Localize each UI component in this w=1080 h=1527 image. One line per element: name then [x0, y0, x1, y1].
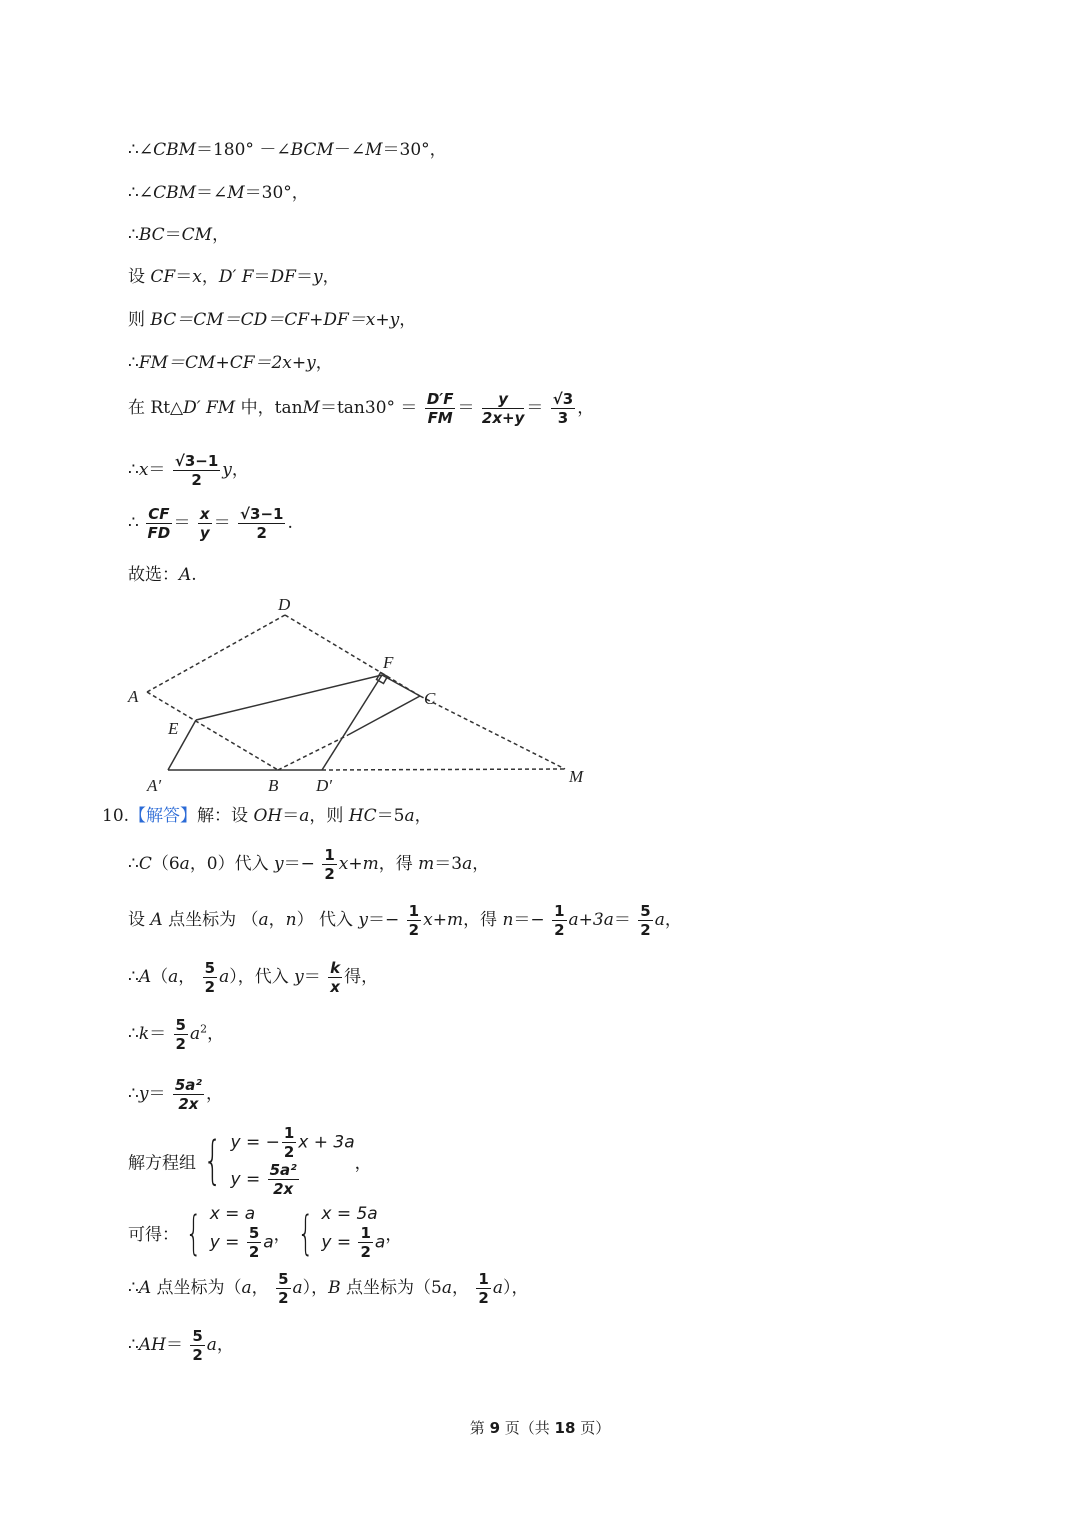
solution-line: 则 BC＝CM＝CD＝CF+DF＝x+y，	[128, 310, 417, 330]
solution-line: 设 A 点坐标为 （a，n） 代入 y＝− $\frac{1}{2}$ x+m，得 n＝− $\frac{1}{2}$ a+3a＝ $\frac{5}{2}$ a，	[128, 902, 682, 939]
equation-system: y = − $\frac{1}{2}$ x + 3a y = $\frac{\text{5a²}}{2x}$	[230, 1124, 355, 1198]
fraction: $\frac{5}{2}$	[640, 902, 651, 939]
brace: {	[203, 1131, 222, 1191]
fraction: $\frac{1}{2}$	[478, 1270, 489, 1307]
solution-line: ∴AH＝ $\frac{5}{2}$ a，	[128, 1327, 234, 1364]
fraction: $\frac{k}{x}$	[330, 959, 341, 996]
solution-line: ∴k＝ $\frac{5}{2}$ $a^2$，	[128, 1016, 225, 1053]
solution-line: ∴BC＝CM，	[128, 225, 230, 245]
question-10-header: 10.【解答】解：设 OH＝a，则 HC＝5a，	[102, 806, 432, 826]
solution-line: ∴y＝ $\frac{\text{5a²}}{2x}$ ，	[128, 1076, 223, 1113]
geometry-figure	[120, 592, 600, 798]
fraction: $\frac{√3-1}{2}$	[240, 505, 284, 542]
label-M: M	[569, 767, 584, 786]
solution-line: ∴x＝ $\frac{√3-1}{2}$ y，	[128, 452, 249, 489]
label-D-prime: D′	[316, 776, 332, 795]
solution-result-line: 可得： { x = a y = $\frac{5}{2}$ a ， { x = 5a y = $\frac{1}{2}$ a ，	[128, 1204, 403, 1261]
fraction: $\frac{√3-1}{2}$	[174, 452, 219, 489]
fraction: $\frac{y}{2x+y}$	[481, 390, 525, 427]
solution-set-1: x = a y = $\frac{5}{2}$ a	[209, 1204, 274, 1261]
page-footer: 第 9 页（共 18 页）	[469, 1419, 611, 1437]
fraction: $\frac{5}{2}$	[204, 959, 216, 996]
solution-line: 在 Rt△D′ FM 中，tanM＝tan30° ＝ $\frac{D'F}{FM}$ ＝ $\frac{y}{2x+y}$ ＝ $\frac{√3}{3}$ ，	[128, 390, 595, 427]
solution-line: ∴FM＝CM+CF＝2x+y，	[128, 353, 333, 373]
dashed-lines	[147, 615, 565, 770]
fraction: $\frac{1}{2}$	[554, 902, 565, 939]
page-total: 18	[554, 1419, 576, 1437]
fraction: $\frac{√3}{3}$	[552, 390, 574, 427]
label-A-prime: A′	[147, 776, 162, 795]
label-F: F	[383, 653, 394, 672]
label-D: D	[278, 595, 291, 614]
solution-line: ∴A 点坐标为（a， $\frac{5}{2}$ a），B 点坐标为（5a， $\frac{1}{2}$ a），	[128, 1270, 529, 1307]
solution-line: ∴∠CBM＝180° －∠BCM－∠M＝30°，	[128, 140, 447, 160]
label-E: E	[168, 719, 179, 738]
solution-line: ∴ $\frac{CF}{FD}$ ＝ $\frac{x}{y}$ ＝ $\frac{√3-1}{2}$ .	[128, 505, 293, 542]
fraction: $\frac{1}{2}$	[324, 846, 335, 883]
label-B: B	[268, 776, 279, 795]
fraction: $\frac{x}{y}$	[199, 505, 210, 542]
fraction: $\frac{5}{2}$	[192, 1327, 203, 1364]
solid-lines	[168, 673, 420, 770]
solution-line: 设 CF＝x，D′ F＝DF＝y，	[128, 267, 340, 287]
fraction: $\frac{5}{2}$	[175, 1016, 186, 1053]
fraction: $\frac{CF}{FD}$	[147, 505, 171, 542]
fraction: $\frac{5}{2}$	[278, 1270, 289, 1307]
page-number: 9	[489, 1419, 500, 1437]
solution-set-2: x = 5a y = $\frac{1}{2}$ a	[321, 1204, 386, 1261]
fraction: $\frac{1}{2}$	[408, 902, 420, 939]
solution-line: ∴A（a， $\frac{5}{2}$ a），代入 y＝ $\frac{k}{x}$ 得，	[128, 959, 379, 996]
solution-line: ∴∠CBM＝∠M＝30°，	[128, 183, 309, 203]
label-C: C	[424, 689, 436, 708]
solution-line: 故选：A.	[128, 565, 197, 585]
solution-line: ∴C（6a，0）代入 y＝− $\frac{1}{2}$ x+m，得 m＝3a，	[128, 846, 490, 883]
equation-system-line: 解方程组 { y = − $\frac{1}{2}$ x + 3a y = $\frac{\text{5a²}}{2x}$ ，	[128, 1124, 372, 1198]
fraction: $\frac{D'F}{FM}$	[426, 390, 454, 427]
label-A: A	[128, 687, 139, 706]
fraction: $\frac{\text{5a²}}{2x}$	[174, 1076, 202, 1113]
